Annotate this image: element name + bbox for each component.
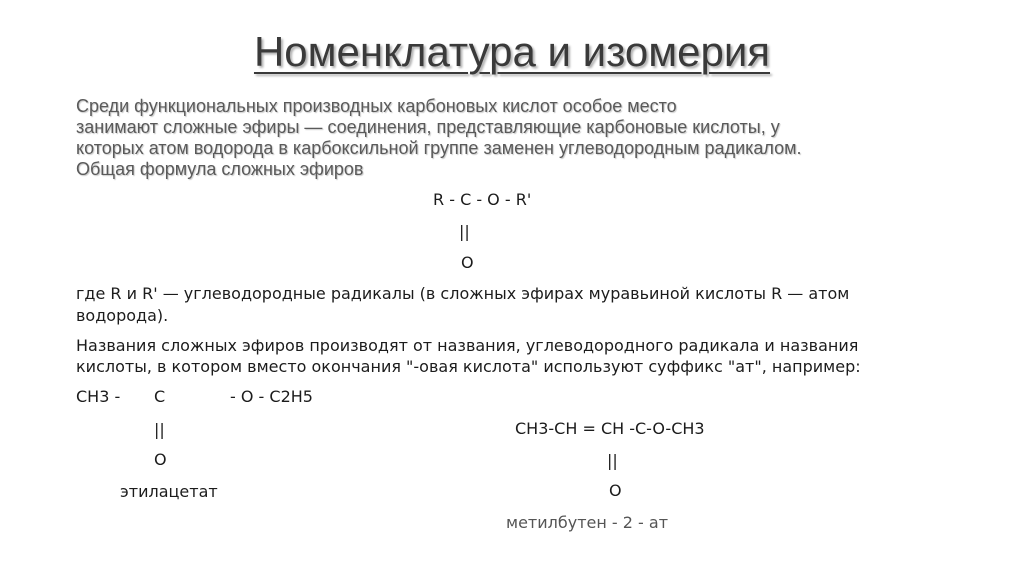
intro-paragraph bbox=[76, 96, 976, 180]
general-formula-oxygen: O bbox=[461, 253, 474, 272]
example1-name: этилацетат bbox=[120, 482, 218, 501]
example1-ester-group: - O - C2H5 bbox=[230, 387, 313, 406]
example1-oxygen: O bbox=[154, 450, 167, 469]
naming-rule-line-1: Названия сложных эфиров производят от названия, углеводородного радикала и названия bbox=[76, 336, 859, 355]
radicals-note-line-2: водорода). bbox=[76, 306, 169, 325]
example1-ch3: CH3 - bbox=[76, 387, 121, 406]
example1-bond: || bbox=[154, 420, 165, 439]
naming-rule-line-2: кислоты, в котором вместо окончания "-овая кислота" используют суффикс "ат", например: bbox=[76, 357, 861, 376]
example2-name: метилбутен - 2 - ат bbox=[506, 513, 669, 532]
general-formula-bond: || bbox=[459, 222, 470, 241]
radicals-note-line-1: где R и R' — углеводородные радикалы (в сложных эфирах муравьиной кислоты R — атом bbox=[76, 284, 850, 303]
intro-line-1: Среди функциональных производных карбоновых кислот особое место bbox=[76, 96, 677, 116]
intro-line-4: Общая формула сложных эфиров bbox=[76, 159, 364, 179]
general-formula-line: R - C - O - R' bbox=[433, 190, 532, 209]
example2-formula: CH3-CH = CH -C-O-CH3 bbox=[515, 419, 705, 438]
intro-line-2: занимают сложные эфиры — соединения, представляющие карбоновые кислоты, у bbox=[76, 117, 780, 137]
intro-line-3: которых атом водорода в карбоксильной группе заменен углеводородным радикалом. bbox=[76, 138, 802, 158]
example2-bond: || bbox=[607, 451, 618, 470]
example2-oxygen: O bbox=[609, 481, 622, 500]
slide-title: Номенклатура и изомерия bbox=[253, 28, 771, 75]
example1-carbon: C bbox=[154, 387, 166, 406]
